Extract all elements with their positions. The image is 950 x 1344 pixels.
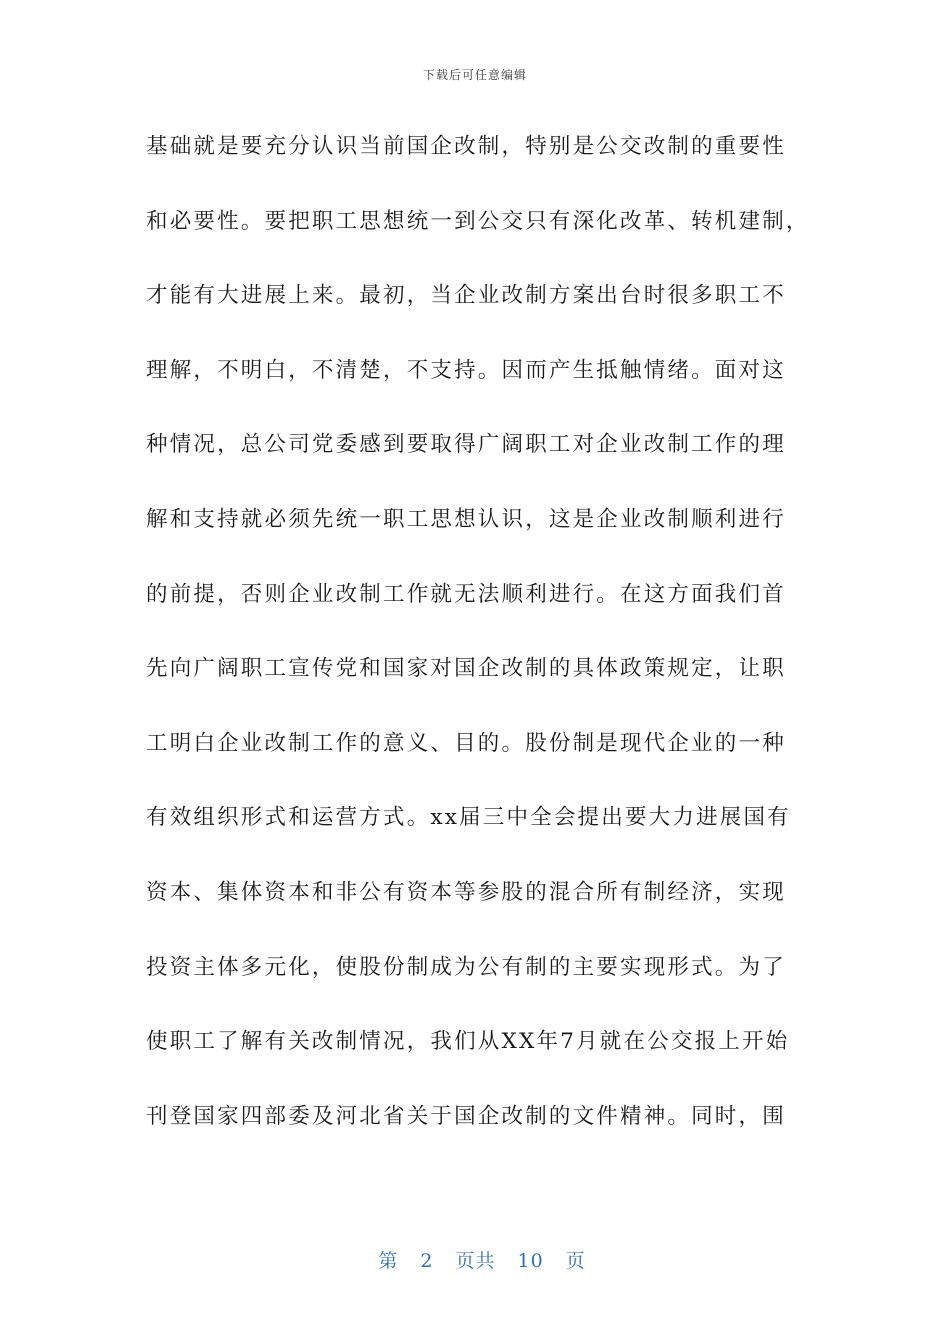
document-body [146, 124, 810, 1168]
footer-page-number: 2 [420, 1250, 434, 1272]
text-line: 才能有大进展上来。最初，当企业改制方案出台时很多职工不 [146, 283, 786, 309]
footer-middle: 页共 [455, 1250, 496, 1272]
text-line: 理解，不明白，不清楚，不支持。因而产生抵触情绪。面对这 [146, 357, 786, 383]
text-line: 刊登国家四部委及河北省关于国企改制的文件精神。同时，围 [146, 1103, 786, 1129]
text-line: 基础就是要充分认识当前国企改制，特别是公交改制的重要性 [146, 134, 786, 159]
text-line: 有效组织形式和运营方式。xx届三中全会提出要大力进展国有 [146, 805, 791, 831]
text-line: 的前提，否则企业改制工作就无法顺利进行。在这方面我们首 [146, 581, 786, 607]
text-line: 资本、集体资本和非公有资本等参股的混合所有制经济，实现 [146, 879, 786, 905]
header-note: 下载后可任意编辑 [422, 68, 527, 82]
footer-suffix: 页 [565, 1250, 586, 1272]
text-line: 使职工了解有关改制情况，我们从XX年7月就在公交报上开始 [146, 1029, 790, 1055]
text-line: 工明白企业改制工作的意义、目的。股份制是现代企业的一种 [146, 730, 786, 756]
text-line: 解和支持就必须先统一职工思想认识，这是企业改制顺利进行 [146, 506, 786, 532]
text-line: 投资主体多元化，使股份制成为公有制的主要实现形式。为了 [146, 954, 786, 980]
text-line: 种情况，总公司党委感到要取得广阔职工对企业改制工作的理 [146, 432, 786, 458]
footer-total-pages: 10 [517, 1250, 544, 1272]
page-footer [0, 1224, 950, 1273]
text-line: 先向广阔职工宣传党和国家对国企改制的具体政策规定，让职 [146, 656, 786, 682]
footer-prefix: 第 [378, 1250, 399, 1272]
text-line: 和必要性。要把职工思想统一到公交只有深化改革、转机建制， [146, 208, 810, 234]
